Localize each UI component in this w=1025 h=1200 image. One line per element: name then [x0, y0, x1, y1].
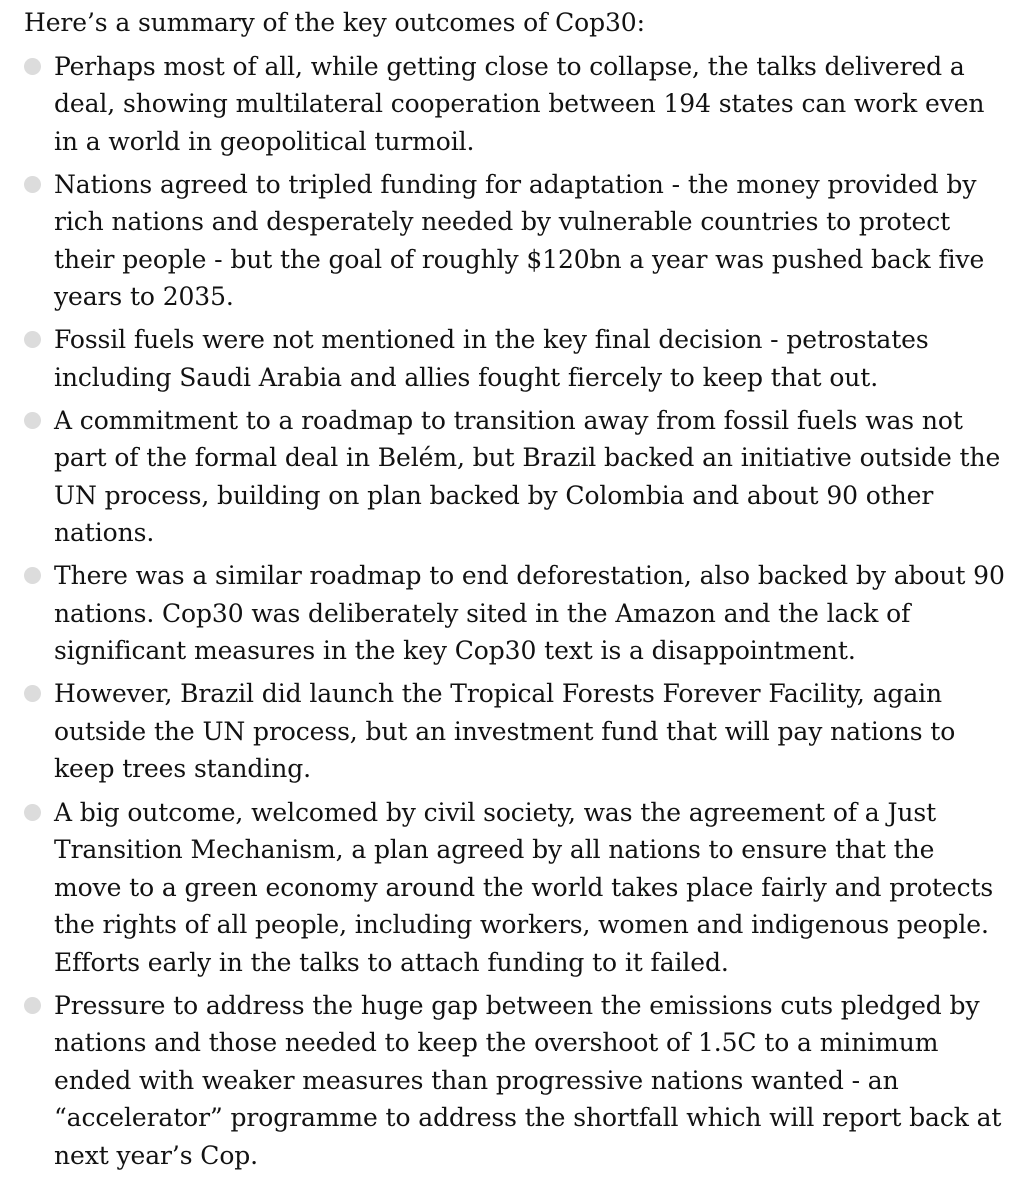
- outcome-text-line: move to a green economy around the world takes place fairly and protects: [54, 872, 994, 902]
- bullet-dot-icon: [24, 412, 41, 429]
- outcome-text-line: including Saudi Arabia and allies fought fiercely to keep that out.: [54, 362, 879, 392]
- bullet-dot-icon: [24, 685, 41, 702]
- outcome-text-line: next year’s Cop.: [54, 1140, 259, 1170]
- outcome-text-line: Fossil fuels were not mentioned in the key final decision - petrostates: [54, 325, 929, 355]
- outcome-text-line: nations and those needed to keep the overshoot of 1.5C to a minimum: [54, 1028, 939, 1058]
- outcome-text-line: Nations agreed to tripled funding for adaptation - the money provided by: [54, 169, 977, 199]
- outcome-text-line: Transition Mechanism, a plan agreed by all nations to ensure that the: [54, 835, 935, 865]
- outcome-text-line: significant measures in the key Cop30 text is a disappointment.: [54, 636, 856, 666]
- outcome-item: [24, 48, 1000, 161]
- bullet-dot-icon: [24, 176, 41, 193]
- bullet-dot-icon: [24, 58, 41, 75]
- bullet-dot-icon: [24, 804, 41, 821]
- outcome-text-line: years to 2035.: [54, 282, 234, 312]
- outcome-item: [24, 987, 1000, 1175]
- outcome-item: [24, 166, 1000, 316]
- outcome-item: [24, 321, 1000, 396]
- outcome-text-line: “accelerator” programme to address the shortfall which will report back at: [54, 1103, 1002, 1133]
- outcome-text-line: Pressure to address the huge gap between the emissions cuts pledged by: [54, 990, 980, 1020]
- outcome-text-line: UN process, building on plan backed by Colombia and about 90 other: [54, 480, 934, 510]
- outcome-item: [24, 794, 1000, 982]
- outcome-text-line: part of the formal deal in Belém, but Brazil backed an initiative outside the: [54, 443, 1001, 473]
- outcome-item: [24, 557, 1005, 670]
- outcome-item: [24, 402, 1000, 552]
- bullet-dot-icon: [24, 567, 41, 584]
- outcome-text-line: their people - but the goal of roughly $120bn a year was pushed back five: [54, 244, 985, 274]
- outcome-text-line: outside the UN process, but an investment fund that will pay nations to: [54, 716, 956, 746]
- outcome-text-line: deal, showing multilateral cooperation between 194 states can work even: [54, 89, 985, 118]
- bullet-dot-icon: [24, 331, 41, 348]
- outcome-text-line: ended with weaker measures than progressive nations wanted - an: [54, 1065, 899, 1095]
- outcome-text-line: keep trees standing.: [54, 754, 311, 784]
- outcome-text-line: Perhaps most of all, while getting close to collapse, the talks delivered a: [54, 51, 965, 81]
- outcome-text-line: There was a similar roadmap to end deforestation, also backed by about 90: [54, 561, 1005, 591]
- outcome-text-line: nations.: [54, 518, 155, 548]
- outcome-text-line: rich nations and desperately needed by vulnerable countries to protect: [54, 207, 951, 237]
- outcome-text-line: in a world in geopolitical turmoil.: [54, 126, 475, 156]
- outcome-text-line: Efforts early in the talks to attach funding to it failed.: [54, 947, 729, 977]
- outcome-text-line: A commitment to a roadmap to transition away from fossil fuels was not: [54, 405, 963, 435]
- outcome-item: [24, 675, 1000, 788]
- outcomes-list: [24, 48, 1005, 1175]
- outcome-text-line: the rights of all people, including workers, women and indigenous people.: [54, 910, 989, 940]
- outcome-text-line: A big outcome, welcomed by civil society, was the agreement of a Just: [54, 797, 937, 827]
- outcome-text-line: nations. Cop30 was deliberately sited in the Amazon and the lack of: [54, 598, 911, 628]
- summary-intro: Here’s a summary of the key outcomes of Cop30:: [24, 8, 645, 37]
- outcome-text-line: However, Brazil did launch the Tropical Forests Forever Facility, again: [54, 679, 943, 709]
- bullet-dot-icon: [24, 997, 41, 1014]
